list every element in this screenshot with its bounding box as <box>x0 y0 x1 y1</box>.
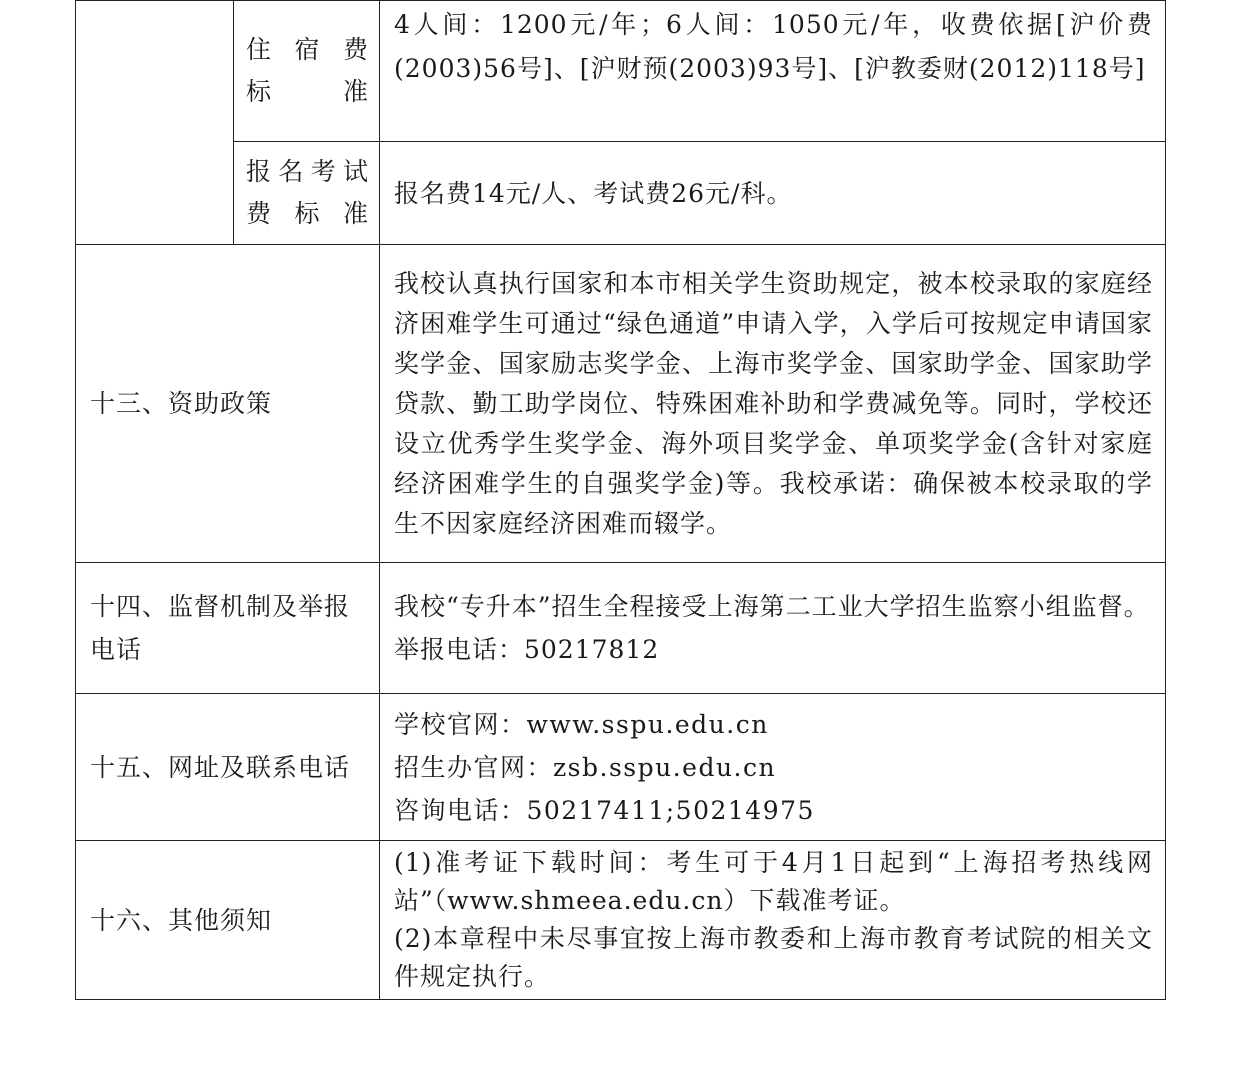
dorm-fee-label <box>234 1 380 142</box>
consult-phone: 咨询电话：50217411;50214975 <box>394 795 815 825</box>
financial-aid-text: 我校认真执行国家和本市相关学生资助规定，被本校录取的家庭经济困难学生可通过“绿色通道”申请入学，入学后可按规定申请国家奖学金、国家励志奖学金、上海市奖学金、国家助学金、国家助学贷款、勤工助学岗位、特殊困难补助和学费减免等。同时，学校还设立优秀学生奖学金、海外项目奖学金、单项奖学金(含针对家庭经济困难学生的自强奖学金)等。我校承诺：确保被本校录取的学生不因家庭经济困难而辍学。 <box>394 268 1153 538</box>
dorm-fee-label-line2: 标 准 <box>246 77 369 106</box>
contact-label: 十五、网址及联系电话 <box>76 694 380 841</box>
admission-ticket-note: (1)准考证下载时间：考生可于4月1日起到“上海招考热线网站”（www.shmeea.edu.cn）下载准考证。 <box>394 848 1153 915</box>
exam-fee-text: 报名费14元/人、考试费26元/科。 <box>394 178 793 208</box>
school-website: 学校官网：www.sspu.edu.cn <box>394 709 769 739</box>
other-notes-content <box>380 841 1166 1000</box>
supervision-content <box>380 563 1166 694</box>
table-row-contact <box>76 694 1166 841</box>
contact-content <box>380 694 1166 841</box>
exam-fee-label-line1: 报名考试 <box>246 157 369 186</box>
other-matters-note: (2)本章程中未尽事宜按上海市教委和上海市教育考试院的相关文件规定执行。 <box>394 924 1153 991</box>
dorm-fee-text: 4人间：1200元/年；6人间：1050元/年，收费依据[沪价费(2003)56号]、[沪财预(2003)93号]、[沪教委财(2012)118号] <box>394 10 1153 83</box>
dorm-fee-content <box>380 1 1166 142</box>
admissions-website: 招生办官网：zsb.sspu.edu.cn <box>394 752 777 782</box>
table-row-other-notes <box>76 841 1166 1000</box>
exam-fee-content <box>380 142 1166 245</box>
admission-info-table <box>75 0 1166 1000</box>
table-row-exam-fee <box>76 142 1166 245</box>
financial-aid-label: 十三、资助政策 <box>76 245 380 563</box>
exam-fee-label-line2: 费 标 准 <box>246 199 369 228</box>
supervision-label: 十四、监督机制及举报电话 <box>76 563 380 694</box>
table-row-financial-aid <box>76 245 1166 563</box>
report-phone: 举报电话：50217812 <box>394 635 660 664</box>
table-row-supervision <box>76 563 1166 694</box>
other-notes-label: 十六、其他须知 <box>76 841 380 1000</box>
fees-group-cell <box>76 1 234 245</box>
supervision-text: 我校“专升本”招生全程接受上海第二工业大学招生监察小组监督。 <box>394 592 1150 621</box>
exam-fee-label <box>234 142 380 245</box>
dorm-fee-label-line1: 住 宿 费 <box>246 35 369 64</box>
financial-aid-content <box>380 245 1166 563</box>
table-row-dorm-fee <box>76 1 1166 142</box>
